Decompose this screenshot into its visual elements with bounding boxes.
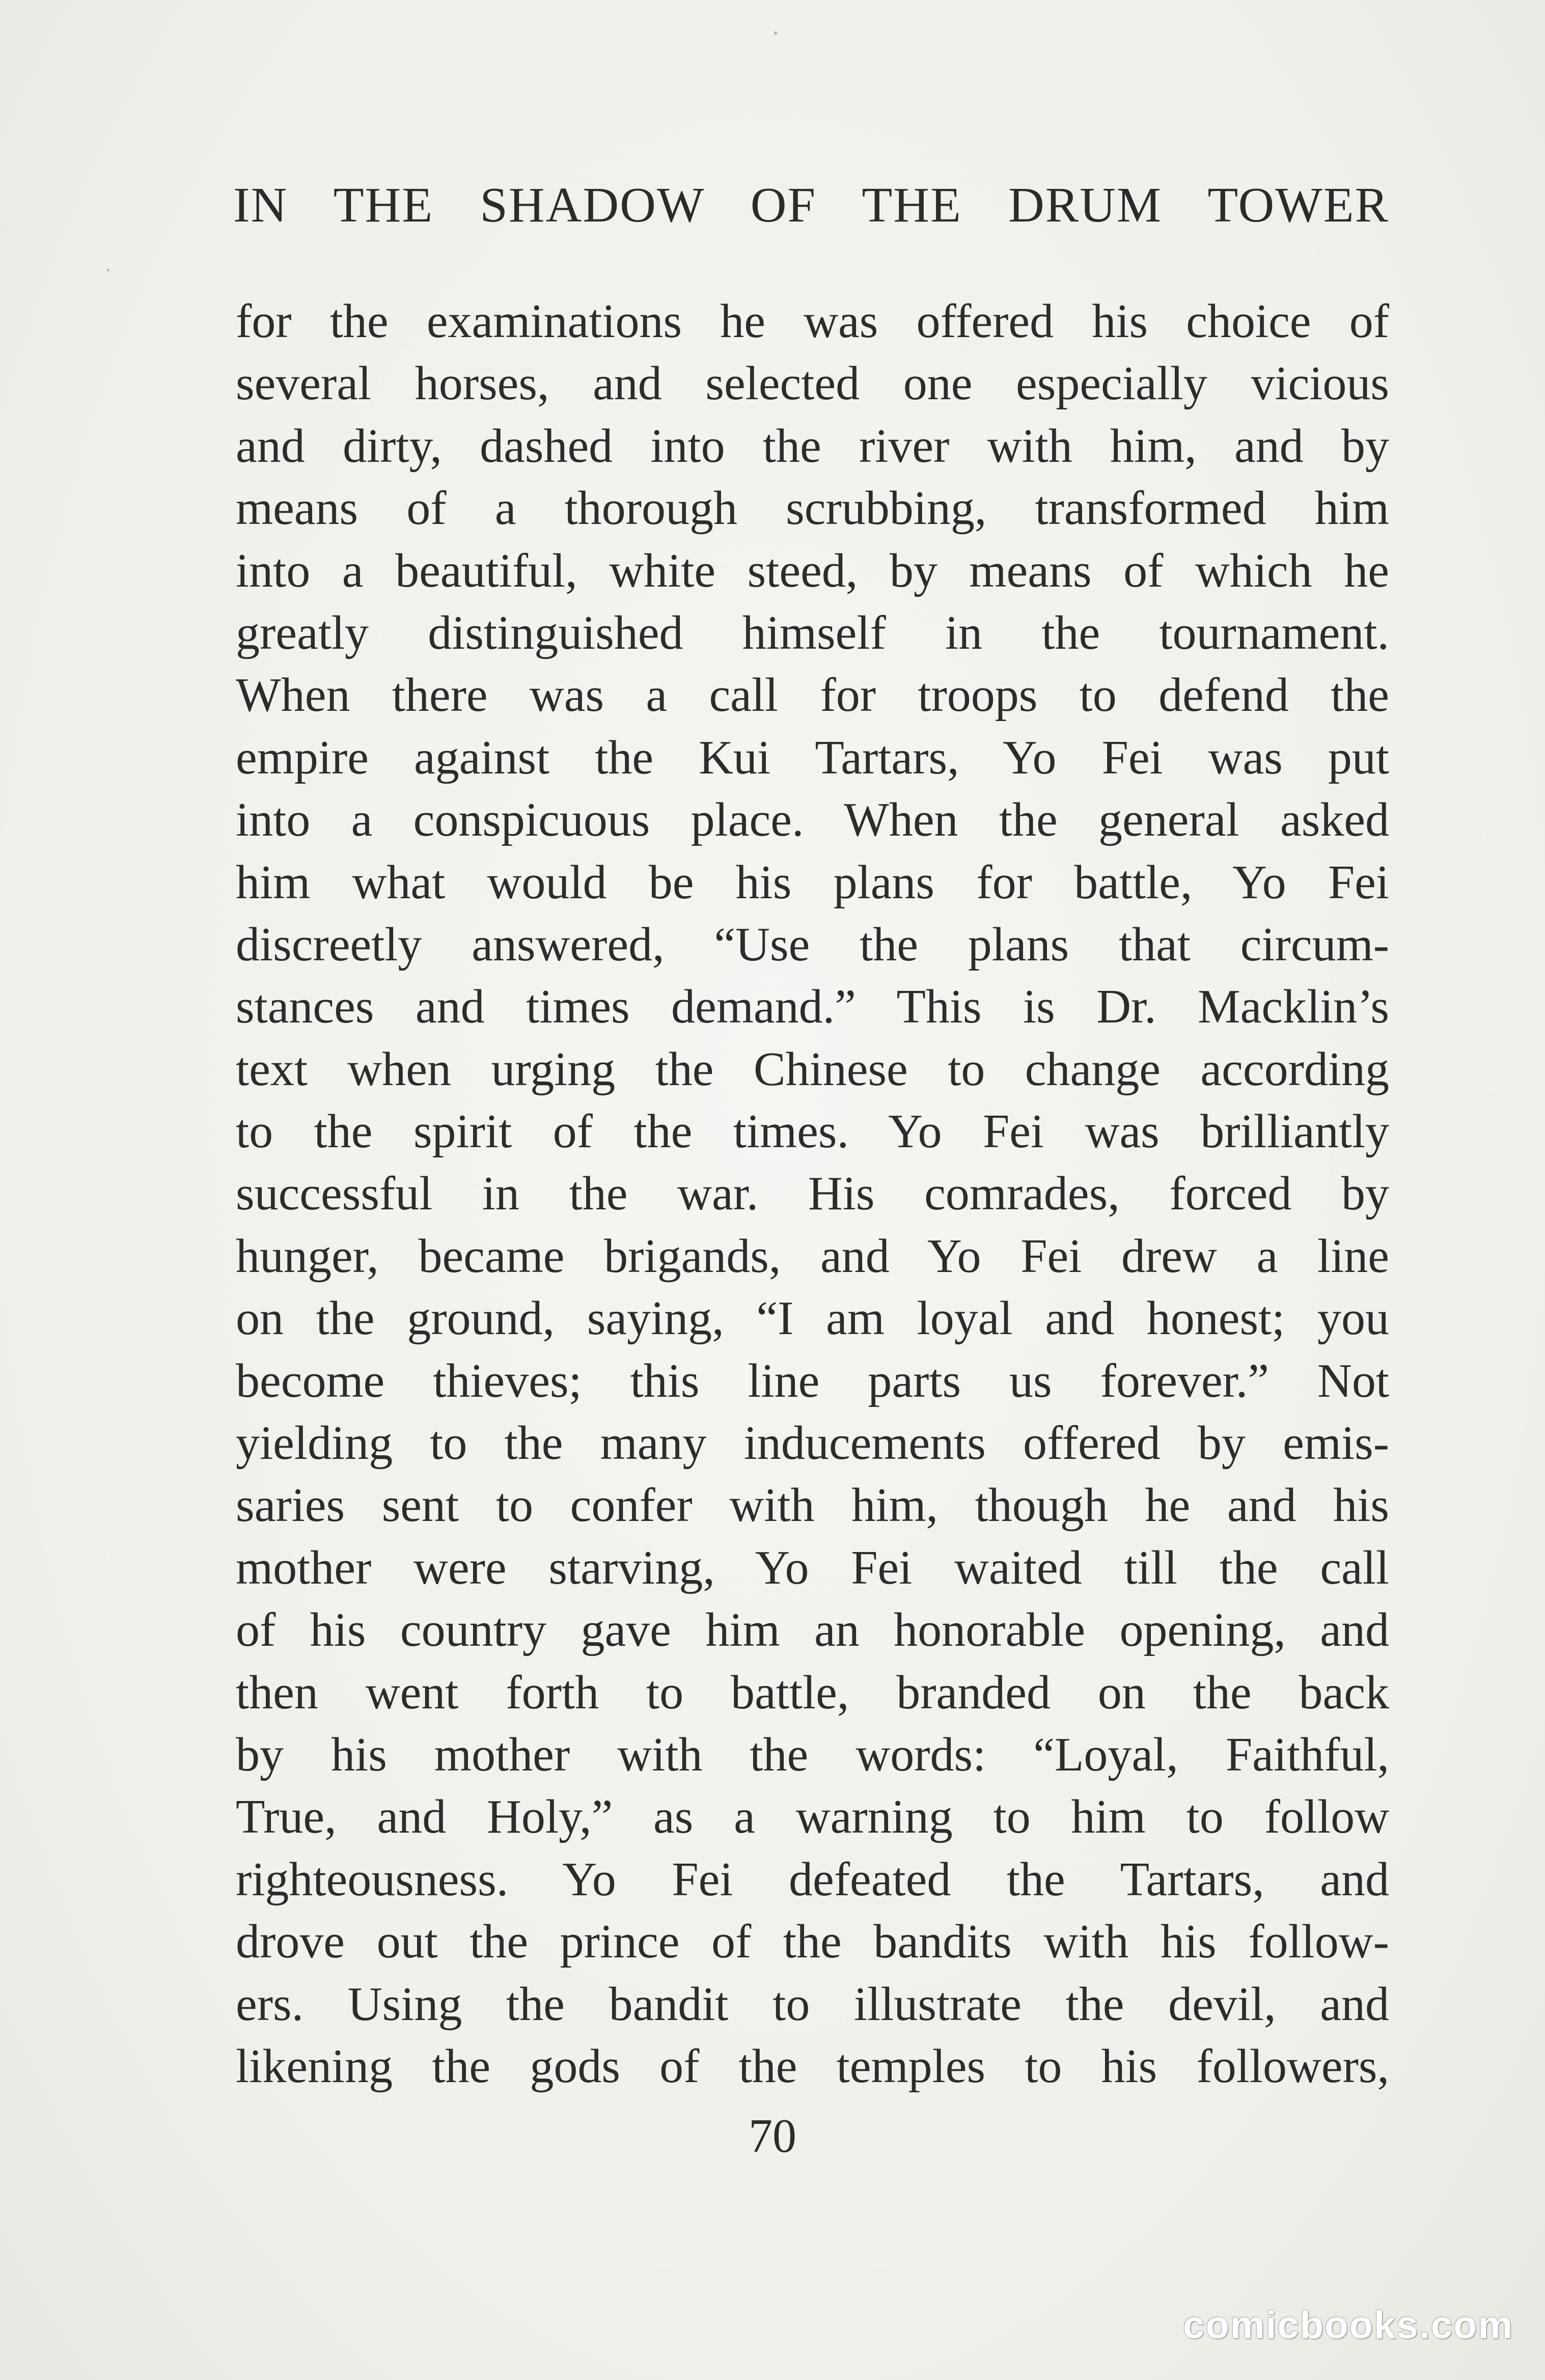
text-line: successful in the war. His comrades, forced by — [236, 1167, 1389, 1221]
text-line: hunger, became brigands, and Yo Fei drew a line — [236, 1229, 1389, 1283]
text-line: mother were starving, Yo Fei waited till the call — [236, 1541, 1389, 1594]
text-line: into a conspicuous place. When the general asked — [236, 793, 1389, 847]
text-line: means of a thorough scrubbing, transformed him — [236, 482, 1389, 535]
running-title: IN THE SHADOW OF THE DRUM TOWER — [233, 178, 1389, 233]
watermark: comicbooks.com — [1183, 2304, 1513, 2347]
page-number: 70 — [749, 2110, 796, 2163]
text-line: saries sent to confer with him, though he and his — [236, 1479, 1389, 1532]
text-line: to the spirit of the times. Yo Fei was brilliantly — [236, 1105, 1389, 1158]
text-line: and dirty, dashed into the river with him, and by — [236, 419, 1389, 473]
text-line: When there was a call for troops to defend the — [236, 669, 1389, 722]
text-line: on the ground, saying, “I am loyal and honest; you — [236, 1292, 1389, 1345]
text-line: then went forth to battle, branded on the back — [236, 1666, 1389, 1719]
text-line: righteousness. Yo Fei defeated the Tartars, and — [236, 1852, 1389, 1906]
text-line: empire against the Kui Tartars, Yo Fei was put — [236, 731, 1389, 784]
text-line: him what would be his plans for battle, Yo Fei — [236, 855, 1389, 909]
paper-speck — [774, 32, 777, 35]
text-line: become thieves; this line parts us forever.” Not — [236, 1354, 1389, 1407]
text-line: greatly distinguished himself in the tournament. — [236, 606, 1389, 659]
text-line: of his country gave him an honorable opening, and — [236, 1603, 1389, 1657]
text-line: likening the gods of the temples to his followers, — [236, 2039, 1389, 2093]
paper-speck — [107, 269, 109, 271]
text-line: drove out the prince of the bandits with his follow- — [236, 1915, 1389, 1969]
text-line: stances and times demand.” This is Dr. Macklin’s — [236, 980, 1389, 1034]
text-line: True, and Holy,” as a warning to him to follow — [236, 1790, 1389, 1844]
text-line: for the examinations he was offered his choice of — [236, 295, 1389, 348]
body-text — [236, 290, 1389, 2097]
text-line: yielding to the many inducements offered by emis- — [236, 1417, 1389, 1470]
text-line: text when urging the Chinese to change according — [236, 1042, 1389, 1096]
text-line: discreetly answered, “Use the plans that circum- — [236, 918, 1389, 971]
text-line: ers. Using the bandit to illustrate the devil, and — [236, 1977, 1389, 2031]
text-line: several horses, and selected one especially vicious — [236, 357, 1389, 410]
text-line: by his mother with the words: “Loyal, Faithful, — [236, 1728, 1389, 1781]
text-line: into a beautiful, white steed, by means of which he — [236, 544, 1389, 597]
